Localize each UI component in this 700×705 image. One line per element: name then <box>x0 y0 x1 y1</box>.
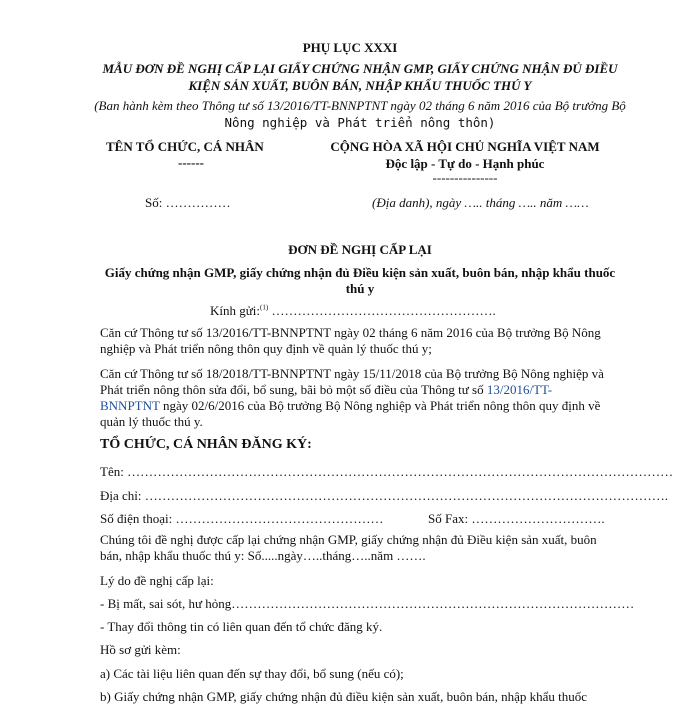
organization-dash: ------ <box>178 155 204 170</box>
addressee-line <box>210 303 496 319</box>
fax-field-line: Số Fax: …………………………. <box>428 511 605 526</box>
national-motto: Độc lập - Tự do - Hạnh phúc <box>385 156 545 171</box>
nation-name: CỘNG HÒA XÃ HỘI CHỦ NGHĨA VIỆT NAM <box>330 139 600 154</box>
organization-name-label: TÊN TỔ CHỨC, CÁ NHÂN <box>106 139 264 154</box>
circular-link[interactable]: 13/2016/TT-BNNPTNT <box>100 382 553 413</box>
dossier-item-a: a) Các tài liệu liên quan đến sự thay đổi, bổ sung (nếu có); <box>100 666 404 681</box>
reason-item-2: - Thay đổi thông tin có liên quan đến tổ chức đăng ký. <box>100 619 383 634</box>
form-template-subtitle: MẪU ĐƠN ĐỀ NGHỊ CẤP LẠI GIẤY CHỨNG NHẬN GMP, GIẤY CHỨNG NHẬN ĐỦ ĐIỀU KIỆN SẢN XUẤT, BUÔN BÁN, NHẬP KHẨU THUỐC THÚ Y <box>102 61 618 93</box>
legal-basis-2-text-b: ngày 02/6/2016 của Bộ trưởng Bộ Nông nghiệp và Phát triển nông thôn quy định về quản lý thuốc thú y. <box>100 398 601 429</box>
address-field-line: Địa chỉ: …………………………………………………………………………………………………………. <box>100 488 669 503</box>
phone-field-line: Số điện thoại: ………………………………………… <box>100 511 384 526</box>
dossier-item-b: b) Giấy chứng nhận GMP, giấy chứng nhận đủ điều kiện sản xuất, buôn bán, nhập khẩu thuốc <box>100 689 588 704</box>
form-title: ĐƠN ĐỀ NGHỊ CẤP LẠI <box>288 242 432 257</box>
issuance-note-text: (Ban hành kèm theo Thông tư số 13/2016/TT-BNNPTNT ngày 02 tháng 6 năm 2016 của Bộ trưởng Bộ <box>94 98 626 113</box>
addressee-label: Kính gửi: <box>210 303 261 318</box>
footnote-ref: (1) <box>260 303 269 312</box>
motto-rule: --------------- <box>432 170 498 185</box>
name-field-line: Tên: ……………………………………………………………………………………………………………… <box>100 464 674 479</box>
reason-label: Lý do đề nghị cấp lại: <box>100 573 214 588</box>
legal-basis-2-text-a: Căn cứ Thông tư số 18/2018/TT-BNNPTNT ngày 15/11/2018 của Bộ trưởng Bộ Nông nghiệp và Phát triển nông thôn sửa đổi, bổ sung, bãi bỏ một số điều của Thông tư số <box>100 366 604 397</box>
section-title: TỔ CHỨC, CÁ NHÂN ĐĂNG KÝ: <box>100 437 312 452</box>
dossier-label: Hồ sơ gửi kèm: <box>100 642 181 657</box>
request-statement: Chúng tôi đề nghị được cấp lại chứng nhận GMP, giấy chứng nhận đủ Điều kiện sản xuất, buôn bán, nhập khẩu thuốc thú y: Số.....ngày…..tháng…..năm ……. <box>100 532 597 563</box>
issuance-note-mono: Nông nghiệp và Phát triển nông thôn) <box>224 115 496 130</box>
issuance-note <box>90 97 630 131</box>
form-subtitle: Giấy chứng nhận GMP, giấy chứng nhận đủ Điều kiện sản xuất, buôn bán, nhập khẩu thuốc thú y <box>104 265 616 296</box>
legal-basis-1: Căn cứ Thông tư số 13/2016/TT-BNNPTNT ngày 02 tháng 6 năm 2016 của Bộ trưởng Bộ Nông nghiệp và Phát triển nông thôn quy định về quản lý thuốc thú y; <box>100 325 601 356</box>
document-number: Số: …………… <box>145 195 231 210</box>
reason-item-1: - Bị mất, sai sót, hư hỏng………………………………………………………………………………… <box>100 596 635 611</box>
legal-basis-2 <box>100 366 610 430</box>
place-and-date: (Địa danh), ngày ….. tháng ….. năm …… <box>372 195 589 210</box>
annex-title: PHỤ LỤC XXXI <box>302 40 398 55</box>
addressee-blank: ……………………………………………. <box>271 303 496 318</box>
